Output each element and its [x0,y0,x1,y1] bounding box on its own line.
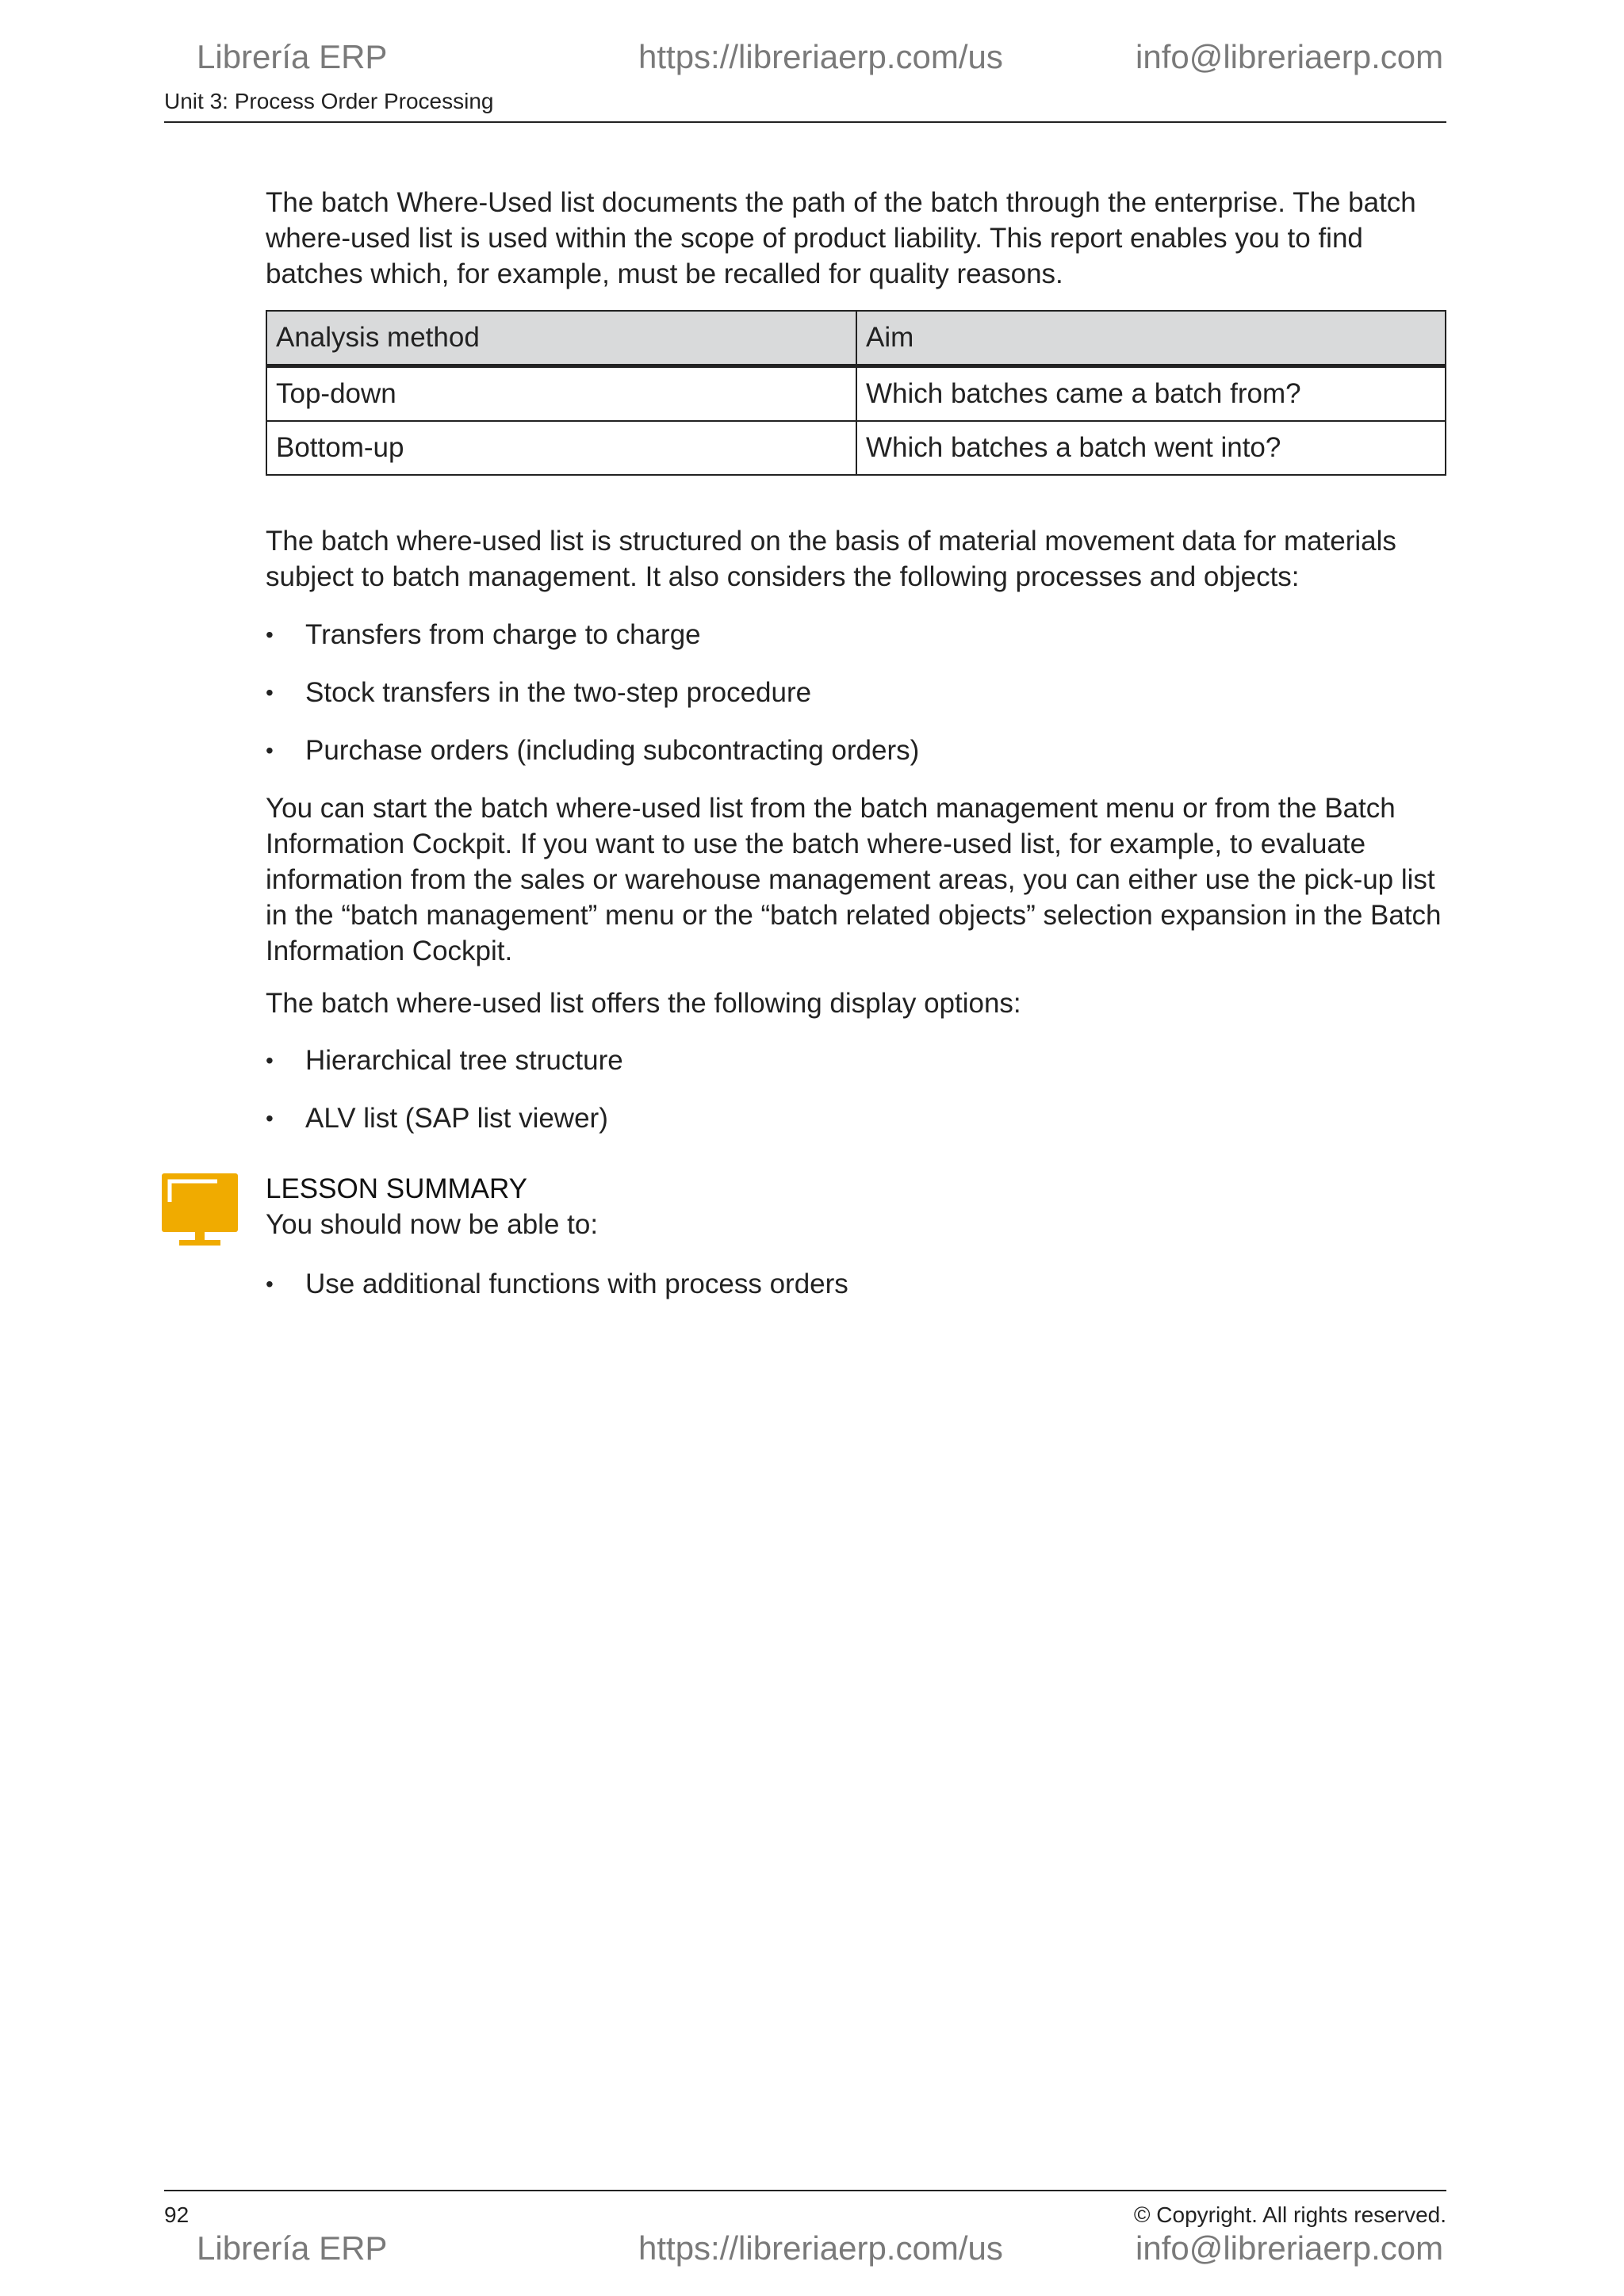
processes-list [266,617,919,790]
intro-paragraph: The batch Where-Used list documents the path of the batch through the enterprise. The batch where-used list is used within the scope of product liability. This report enables you to find batches which, for example, must be recalled for quality reasons. [266,187,1416,289]
list-item: • ALV list (SAP list viewer) [266,1100,623,1158]
table-cell: Top-down [266,366,856,422]
copyright-notice: © Copyright. All rights reserved. [1133,2202,1446,2227]
monitor-icon [162,1173,238,1246]
list-item: • Transfers from charge to charge [266,617,919,675]
brand-name: Librería ERP [197,38,388,75]
lesson-summary-list [266,1266,848,1324]
brand-url-link[interactable]: https://libreriaerp.com/us [638,38,1003,75]
header-divider [164,121,1446,123]
monitor-stand [195,1232,205,1240]
table-row [266,421,1446,475]
table-row [266,366,1446,422]
brand-email-link[interactable]: info@libreriaerp.com [1136,2229,1444,2267]
structure-paragraph: The batch where-used list is structured on the basis of material movement data for materials subject to batch management. It also considers the following processes and objects: [266,526,1396,592]
table-cell: Bottom-up [266,421,856,475]
start-paragraph: You can start the batch where-used list from the batch management menu or from the Batch Information Cockpit. If you want to use the batch where-used list, for example, to evaluate information from the sales or warehouse management areas, you can either use the pick-up list in the “batch management” menu or the “batch related objects” selection expansion in the Batch Information Cockpit. [266,793,1442,966]
lesson-summary-intro: You should now be able to: [266,1209,599,1240]
monitor-base [179,1240,220,1246]
unit-title: Unit 3: Process Order Processing [164,89,494,113]
list-item: • Purchase orders (including subcontracting orders) [266,733,919,790]
table-cell: Which batches came a batch from? [856,366,1446,422]
analysis-method-table [266,310,1446,476]
footer-divider [164,2190,1446,2191]
display-options-paragraph: The batch where-used list offers the following display options: [266,988,1021,1019]
list-item: • Hierarchical tree structure [266,1043,623,1100]
column-header-analysis-method: Analysis method [266,311,856,366]
brand-url-link[interactable]: https://libreriaerp.com/us [638,2229,1003,2267]
page-number: 92 [164,2202,190,2227]
brand-name: Librería ERP [197,2229,388,2267]
column-header-aim: Aim [856,311,1446,366]
list-item: • Stock transfers in the two-step procedure [266,675,919,733]
table-header-row [266,311,1446,366]
brand-email-link[interactable]: info@libreriaerp.com [1136,38,1444,75]
list-item: • Use additional functions with process orders [266,1266,848,1324]
table-cell: Which batches a batch went into? [856,421,1446,475]
lesson-summary-heading: LESSON SUMMARY [266,1173,527,1204]
brand-header [0,38,1624,86]
brand-footer [0,2229,1624,2277]
display-options-list [266,1043,623,1158]
